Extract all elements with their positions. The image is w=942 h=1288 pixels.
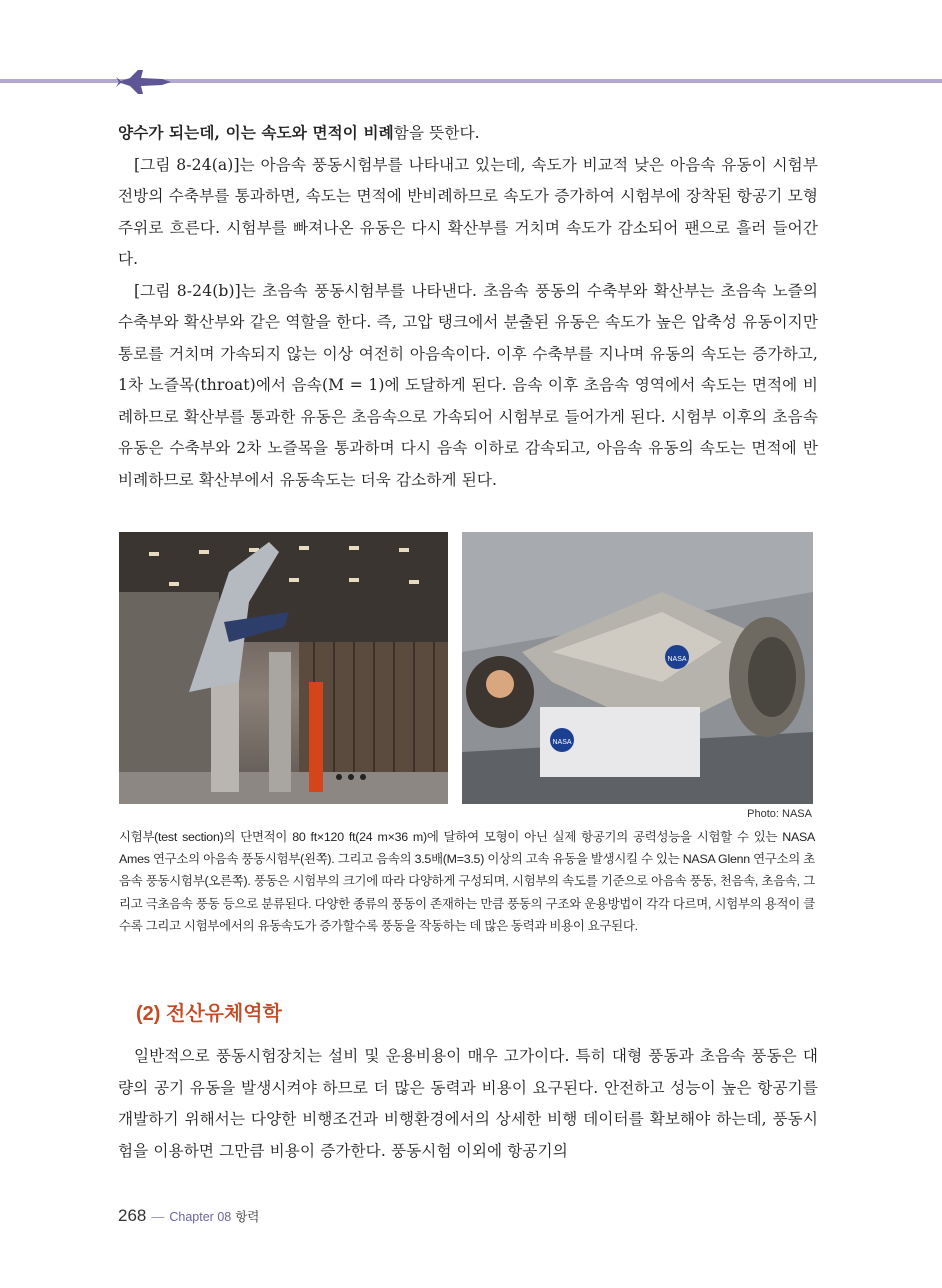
body-text-top — [118, 117, 818, 496]
footer-chapter: Chapter 08 — [169, 1210, 232, 1224]
paragraph-supersonic: [그림 8-24(b)]는 초음속 풍동시험부를 나타낸다. 초음속 풍동의 수축부와 확산부는 초음속 노즐의 수축부와 확산부와 같은 역할을 한다. 즉, 고압 탱크에서 분출된 유동은 속도가 높은 압축성 유동이지만 통로를 거치며 가속되지 않는 이상 여전히 아음속이다. 이후 수축부를 지나며 유동의 속도는 증가하고, 1차 노즐목(throat)에서 음속(M = 1)에 도달하게 된다. 음속 이후 초음속 영역에서 속도는 면적에 비례하므로 확산부를 통과한 유동은 초음속으로 가속되어 시험부로 들어가게 된다. 시험부 이후의 초음속 유동은 수축부와 2차 노즐목을 통과하며 다시 음속 이하로 감속되고, 아음속 유동의 속도는 면적에 반비례하므로 확산부에서 유동속도는 더욱 감소하게 된다. — [118, 281, 818, 489]
nasa-logo-lower: NASA — [552, 739, 572, 746]
wind-tunnel-photo-right — [462, 532, 813, 804]
paragraph-cfd-intro: 일반적으로 풍동시험장치는 설비 및 운용비용이 매우 고가이다. 특히 대형 풍동과 초음속 풍동은 대량의 공기 유동을 발생시켜야 하므로 더 많은 동력과 비용이 요구된다. 안전하고 성능이 높은 항공기를 개발하기 위해서는 다양한 비행조건과 비행환경에서의 상세한 비행 데이터를 확보해야 하는데, 풍동시험을 이용하면 그만큼 비용이 증가한다. 풍동시험 이외에 항공기의 — [118, 1047, 818, 1160]
photo-glenn-supersonic-wind-tunnel — [462, 532, 813, 804]
photo-credit: Photo: NASA — [747, 808, 812, 820]
section-heading: (2) 전산유체역학 — [136, 1003, 282, 1025]
page-number: 268 — [118, 1206, 147, 1225]
bold-lead: 양수가 되는데, 이는 속도와 면적이 비례 — [118, 123, 394, 142]
photo-ames-subsonic-wind-tunnel — [119, 532, 448, 804]
footer-dash: — — [151, 1209, 165, 1224]
footer-chapter-title: 항력 — [235, 1210, 260, 1224]
paragraph-continuation: 양수가 되는데, 이는 속도와 면적이 비례함을 뜻한다. — [118, 123, 480, 142]
paragraph-subsonic: [그림 8-24(a)]는 아음속 풍동시험부를 나타내고 있는데, 속도가 비교적 낮은 아음속 유동이 시험부 전방의 수축부를 통과하면, 속도는 면적에 반비례하므로 속도가 증가하여 시험부에 장착된 항공기 모형 주위로 흐른다. 시험부를 빠져나온 유동은 다시 확산부를 거치며 속도가 감소되어 팬으로 흘러 들어간다. — [118, 155, 818, 268]
jet-aircraft-icon — [116, 68, 172, 96]
body-text-bottom — [118, 1041, 818, 1167]
nasa-logo-upper: NASA — [667, 656, 687, 663]
page-footer — [118, 1206, 259, 1226]
figure-caption: 시험부(test section)의 단면적이 80 ft×120 ft(24 m×36 m)에 달하여 모형이 아닌 실제 항공기의 공력성능을 시험할 수 있는 NASA Ames 연구소의 아음속 풍동시험부(왼쪽). 그리고 음속의 3.5배(M=3.5) 이상의 고속 유동을 발생시킬 수 있는 NASA Glenn 연구소의 초음속 풍동시험부(오른쪽). 풍동은 시험부의 크기에 따라 다양하게 구성되며, 시험부의 속도를 기준으로 아음속 풍동, 천음속, 초음속, 그리고 극초음속 풍동 등으로 분류된다. 다양한 종류의 풍동이 존재하는 만큼 풍동의 구조와 운용방법이 각각 다르며, 시험부의 용적이 클수록 그리고 시험부에서의 유동속도가 증가할수록 풍동을 작동하는 데 많은 동력과 비용이 요구된다. — [119, 830, 815, 933]
wind-tunnel-photo-left — [119, 532, 448, 804]
